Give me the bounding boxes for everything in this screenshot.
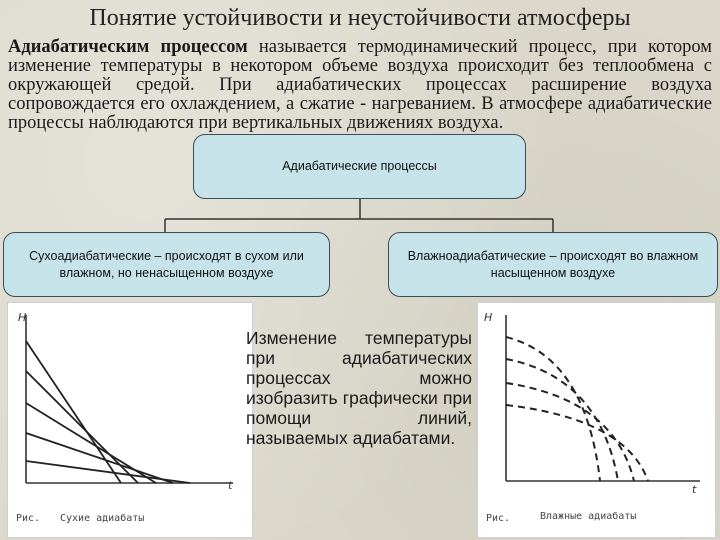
wet-adiabat-1 bbox=[506, 337, 600, 481]
dry-adiabats-graph bbox=[7, 302, 253, 538]
diagram-wet-label: Влажноадиабатические – происходят во влажном насыщенном воздухе bbox=[407, 248, 699, 280]
wet-y-axis-label: H bbox=[484, 311, 493, 324]
middle-text: Изменение температуры при адиабатических процессах можно изобразить графически при помощи линий, называемых адиабатами. bbox=[246, 328, 472, 448]
dry-adiabat-4 bbox=[26, 433, 173, 483]
diagram-root-box bbox=[193, 134, 526, 199]
wet-adiabat-2 bbox=[506, 359, 618, 481]
dry-caption: Сухие адиабаты bbox=[60, 513, 145, 524]
wet-fig-label: Рис. bbox=[486, 513, 511, 524]
intro-text: называется термодинамический процесс, при котором изменение температуры в некотором объеме воздуха происходит без теплообмена с окружающей средой. При адиабатических процессах расширение воздуха сопровождается его охлаждением, а сжатие - нагреванием. В атмосфере адиабатические процессы наблюдаются при вертикальных движениях воздуха. bbox=[8, 37, 712, 133]
diagram-wet-adiabatic-box bbox=[388, 232, 718, 297]
diagram-dry-adiabatic-box bbox=[3, 232, 330, 297]
wet-x-axis-label: t bbox=[692, 483, 697, 496]
dry-adiabats-plot bbox=[8, 303, 252, 537]
wet-adiabats-plot bbox=[478, 303, 715, 537]
wet-adiabat-4 bbox=[506, 405, 648, 481]
diagram-root-label: Адиабатические процессы bbox=[282, 159, 437, 173]
intro-bold-term: Адиабатическим процессом bbox=[8, 37, 248, 57]
page-title: Понятие устойчивости и неустойчивости атмосферы bbox=[89, 5, 631, 31]
dry-x-axis-label: t bbox=[228, 479, 233, 492]
wet-adiabats-graph bbox=[477, 302, 716, 538]
dry-y-axis-label: H bbox=[18, 311, 27, 324]
dry-fig-label: Рис. bbox=[16, 513, 41, 524]
wet-caption: Влажные адиабаты bbox=[540, 511, 637, 522]
diagram-dry-label: Сухоадиабатические – происходят в сухом или влажном, но ненасыщенном воздухе bbox=[29, 248, 304, 280]
